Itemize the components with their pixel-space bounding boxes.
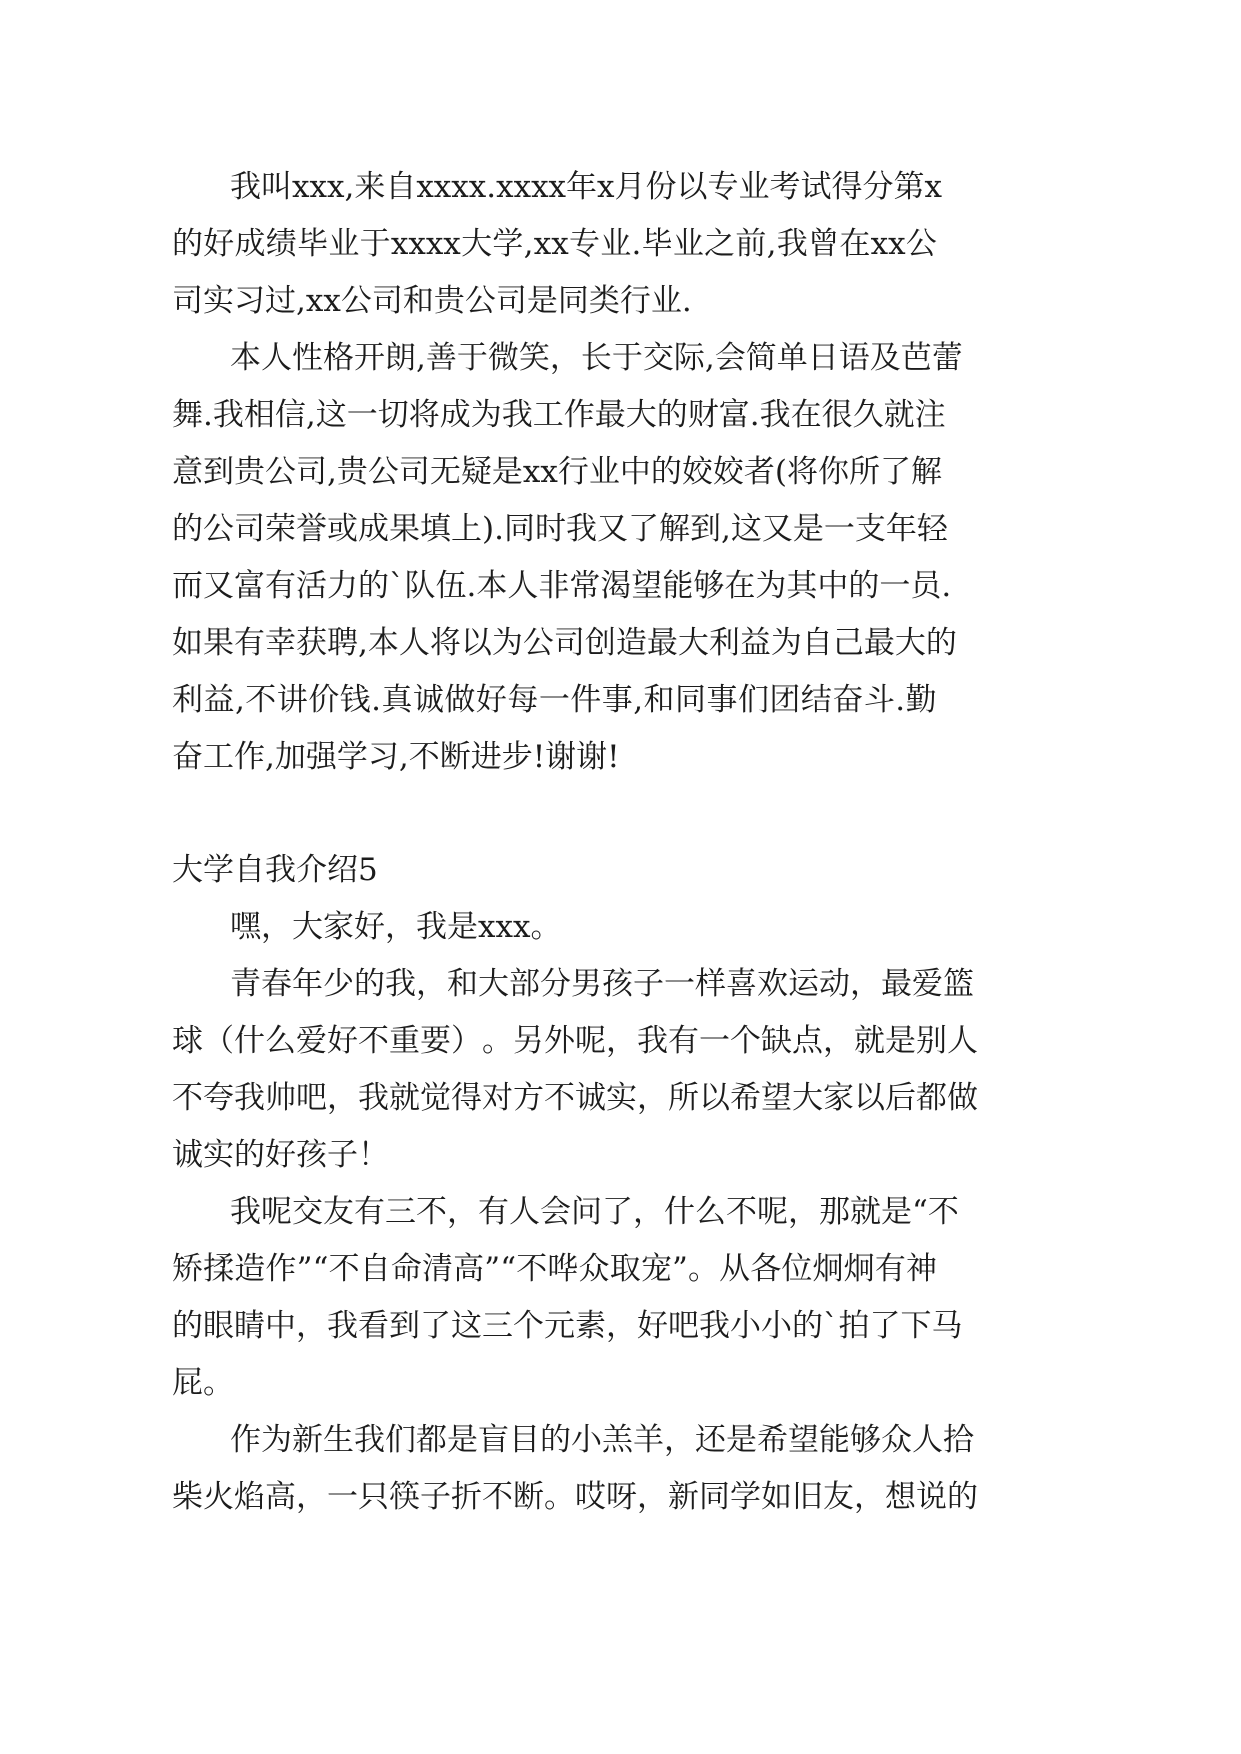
paragraph-line: 矫 揉 造 作 ” “ 不 自 命 清 高 ” “ 不 哗 众 取 宠 ” 。 从 各 位 炯 炯 有 神	[172, 1251, 937, 1287]
paragraph-line: 舞 . 我 相 信 , 这 一 切 将 成 为 我 工 作 最 大 的 财 富 . 我 在 很 久 就 注	[172, 397, 946, 433]
paragraph-line: 如 果 有 幸 获 聘 , 本 人 将 以 为 公 司 创 造 最 大 利 益 为 自 己 最 大 的	[172, 625, 957, 661]
paragraph-line: 的 公 司 荣 誉 或 成 果 填 上 ) . 同 时 我 又 了 解 到 , 这 又 是 一 支 年 轻	[172, 511, 948, 547]
paragraph-line: 球 （ 什 么 爱 好 不 重 要 ） 。 另 外 呢 ， 我 有 一 个 缺 点 ， 就 是 别 人	[172, 1023, 978, 1059]
paragraph-line: 嘿，大家好，我是xxx。	[230, 909, 562, 945]
paragraph-line: 的 好 成 绩 毕 业 于 xxxx 大 学 , xx 专 业 . 毕 业 之 前 , 我 曾 在 xx 公	[172, 226, 937, 262]
paragraph-line: 青 春 年 少 的 我 ， 和 大 部 分 男 孩 子 一 样 喜 欢 运 动 ， 最 爱 篮	[230, 966, 974, 1002]
section-heading: 大学自我介绍5	[172, 852, 378, 888]
paragraph-line: 柴 火 焰 高 ， 一 只 筷 子 折 不 断 。 哎 呀 ， 新 同 学 如 旧 友 ， 想 说 的	[172, 1479, 978, 1515]
paragraph-line: 我 呢 交 友 有 三 不 ， 有 人 会 问 了 ， 什 么 不 呢 ， 那 就 是 “ 不	[230, 1194, 959, 1230]
paragraph-line: 我 叫 xxx , 来 自 xxxx . xxxx 年 x 月 份 以 专 业 考 试 得 分 第 x	[230, 169, 943, 205]
paragraph-line: 奋工作,加强学习,不断进步!谢谢!	[172, 739, 620, 775]
paragraph-line: 的 眼 睛 中 ， 我 看 到 了 这 三 个 元 素 ， 好 吧 我 小 小 的 ` 拍 了 下 马	[172, 1308, 963, 1344]
paragraph-line: 诚实的好孩子！	[172, 1137, 389, 1173]
paragraph-line: 本 人 性 格 开 朗 , 善 于 微 笑 ， 长 于 交 际 , 会 简 单 日 语 及 芭 蕾	[230, 340, 963, 376]
paragraph-line: 作 为 新 生 我 们 都 是 盲 目 的 小 羔 羊 ， 还 是 希 望 能 够 众 人 拾	[230, 1422, 974, 1458]
paragraph-line: 而 又 富 有 活 力 的 ` 队 伍 . 本 人 非 常 渴 望 能 够 在 为 其 中 的 一 员 .	[172, 568, 952, 604]
paragraph-line: 司实习过,xx公司和贵公司是同类行业.	[172, 283, 692, 319]
paragraph-line: 意 到 贵 公 司 , 贵 公 司 无 疑 是 xx 行 业 中 的 姣 姣 者 ( 将 你 所 了 解	[172, 454, 942, 490]
paragraph-line: 不 夸 我 帅 吧 ， 我 就 觉 得 对 方 不 诚 实 ， 所 以 希 望 大 家 以 后 都 做	[172, 1080, 978, 1116]
paragraph-line: 利 益 , 不 讲 价 钱 . 真 诚 做 好 每 一 件 事 , 和 同 事 们 团 结 奋 斗 . 勤	[172, 682, 937, 718]
paragraph-line: 屁。	[172, 1365, 234, 1401]
